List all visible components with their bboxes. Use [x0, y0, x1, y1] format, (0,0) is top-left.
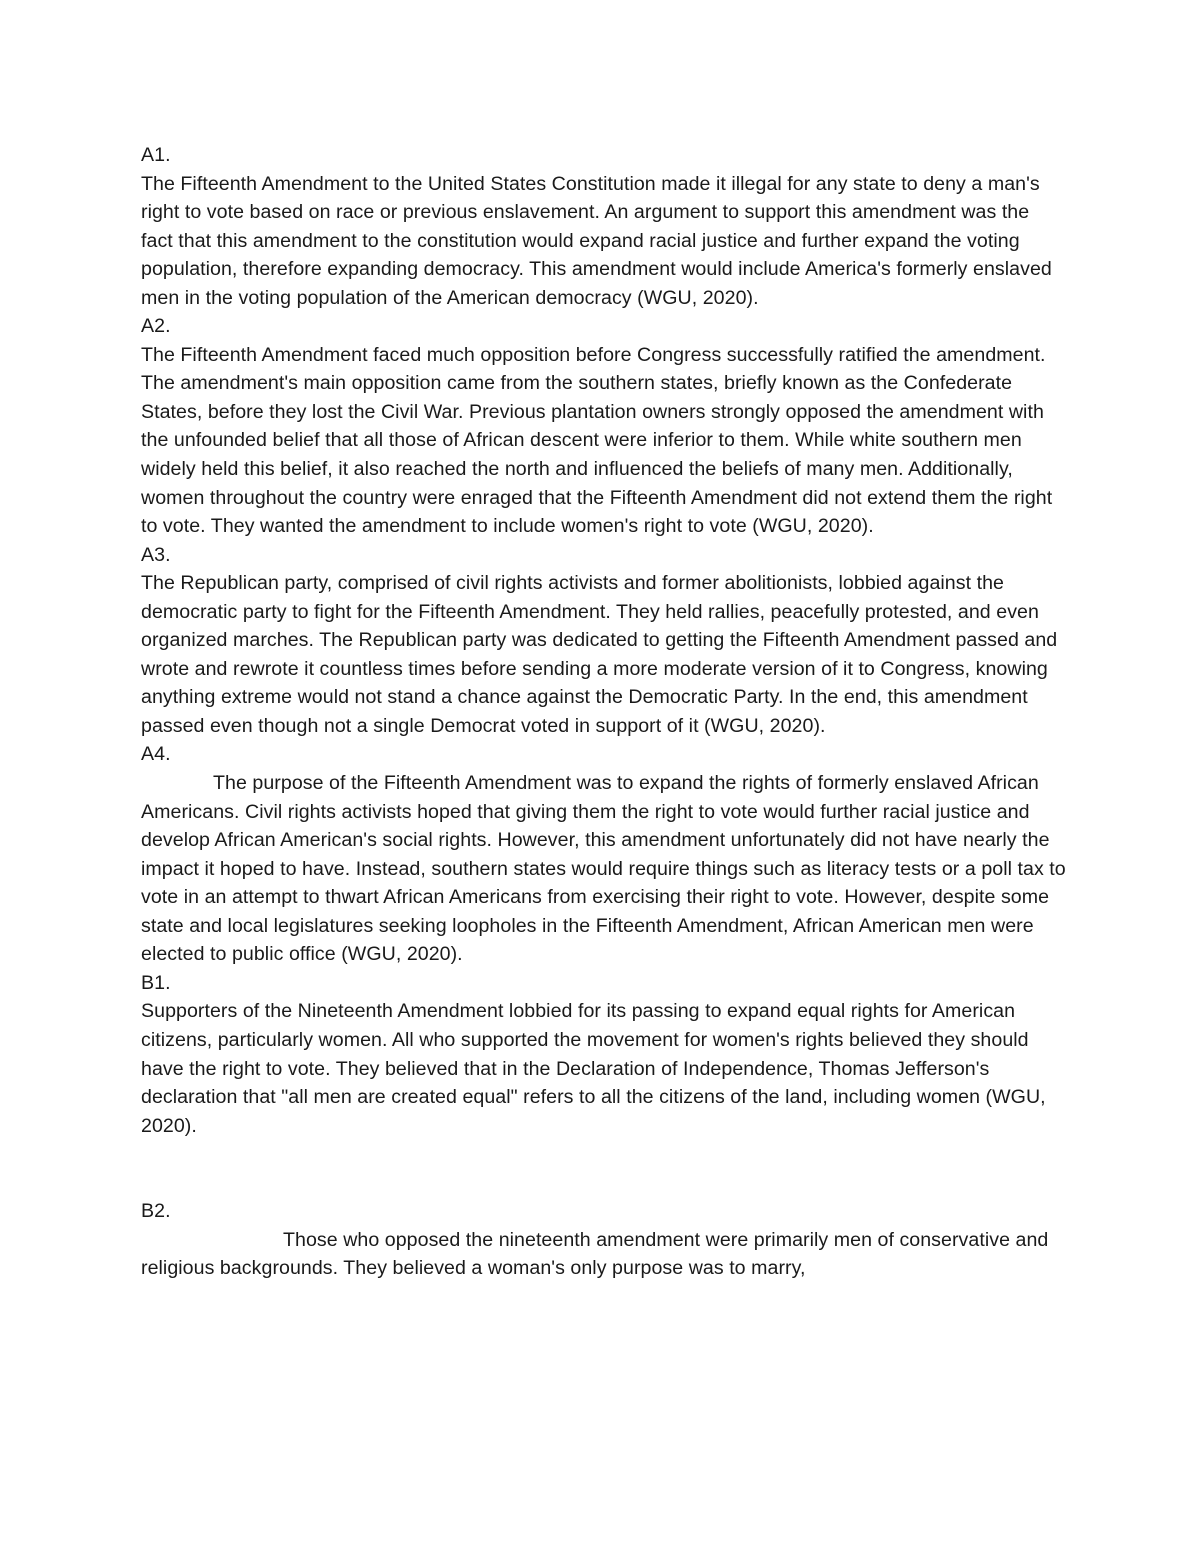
paragraph-spacer: [141, 1140, 1066, 1197]
section-label-a3: A3.: [141, 543, 171, 566]
section-text-a3: The Republican party, comprised of civil rights activists and former abolitionists, lobbied against the democratic party to fight for the Fifteenth Amendment. They held rallies, peacefully protested, and even organized marches. The Republican party was dedicated to getting the Fifteenth Amendment passed and wrote and rewrote it countless times before sending a more moderate version of it to Congress, knowing anything extreme would not stand a chance against the Democratic Party. In the end, this amendment passed even though not a single Democrat voted in support of it (WGU, 2020).: [141, 572, 1058, 737]
section-text-a4: The purpose of the Fifteenth Amendment was to expand the rights of formerly enslaved African Americans. Civil rights activists hoped that giving them the right to vote would further racial justice and develop African American's social rights. However, this amendment unfortunately did not have nearly the impact it hoped to have. Instead, southern states would require things such as literacy tests or a poll tax to vote in an attempt to thwart African Americans from exercising their right to vote. However, despite some state and local legislatures seeking loopholes in the Fifteenth Amendment, African American men were elected to public office (WGU, 2020).: [141, 772, 1066, 966]
document-body: [141, 141, 1066, 1283]
section-label-a2: A2.: [141, 315, 171, 338]
section-label-b2: B2.: [141, 1200, 171, 1223]
section-text-b2: Those who opposed the nineteenth amendment were primarily men of conservative and religious backgrounds. They believed a woman's only purpose was to marry,: [141, 1228, 1049, 1280]
section-text-a1: The Fifteenth Amendment to the United States Constitution made it illegal for any state to deny a man's right to vote based on race or previous enslavement. An argument to support this amendment was the fact that this amendment to the constitution would expand racial justice and further expand the voting population, therefore expanding democracy. This amendment would include America's formerly enslaved men in the voting population of the American democracy (WGU, 2020).: [141, 172, 1052, 309]
section-label-b1: B1.: [141, 971, 171, 994]
section-text-a2: The Fifteenth Amendment faced much opposition before Congress successfully ratified the amendment. The amendment's main opposition came from the southern states, briefly known as the Confederate States, before they lost the Civil War. Previous plantation owners strongly opposed the amendment with the unfounded belief that all those of African descent were inferior to them. While white southern men widely held this belief, it also reached the north and influenced the beliefs of many men. Additionally, women throughout the country were enraged that the Fifteenth Amendment did not extend them the right to vote. They wanted the amendment to include women's right to vote (WGU, 2020).: [141, 343, 1053, 538]
section-text-b1: Supporters of the Nineteenth Amendment lobbied for its passing to expand equal rights for American citizens, particularly women. All who supported the movement for women's rights believed they should have the right to vote. They believed that in the Declaration of Independence, Thomas Jefferson's declaration that "all men are created equal" refers to all the citizens of the land, including women (WGU, 2020).: [141, 1000, 1046, 1137]
section-label-a1: A1.: [141, 144, 171, 166]
section-label-a4: A4.: [141, 743, 171, 766]
